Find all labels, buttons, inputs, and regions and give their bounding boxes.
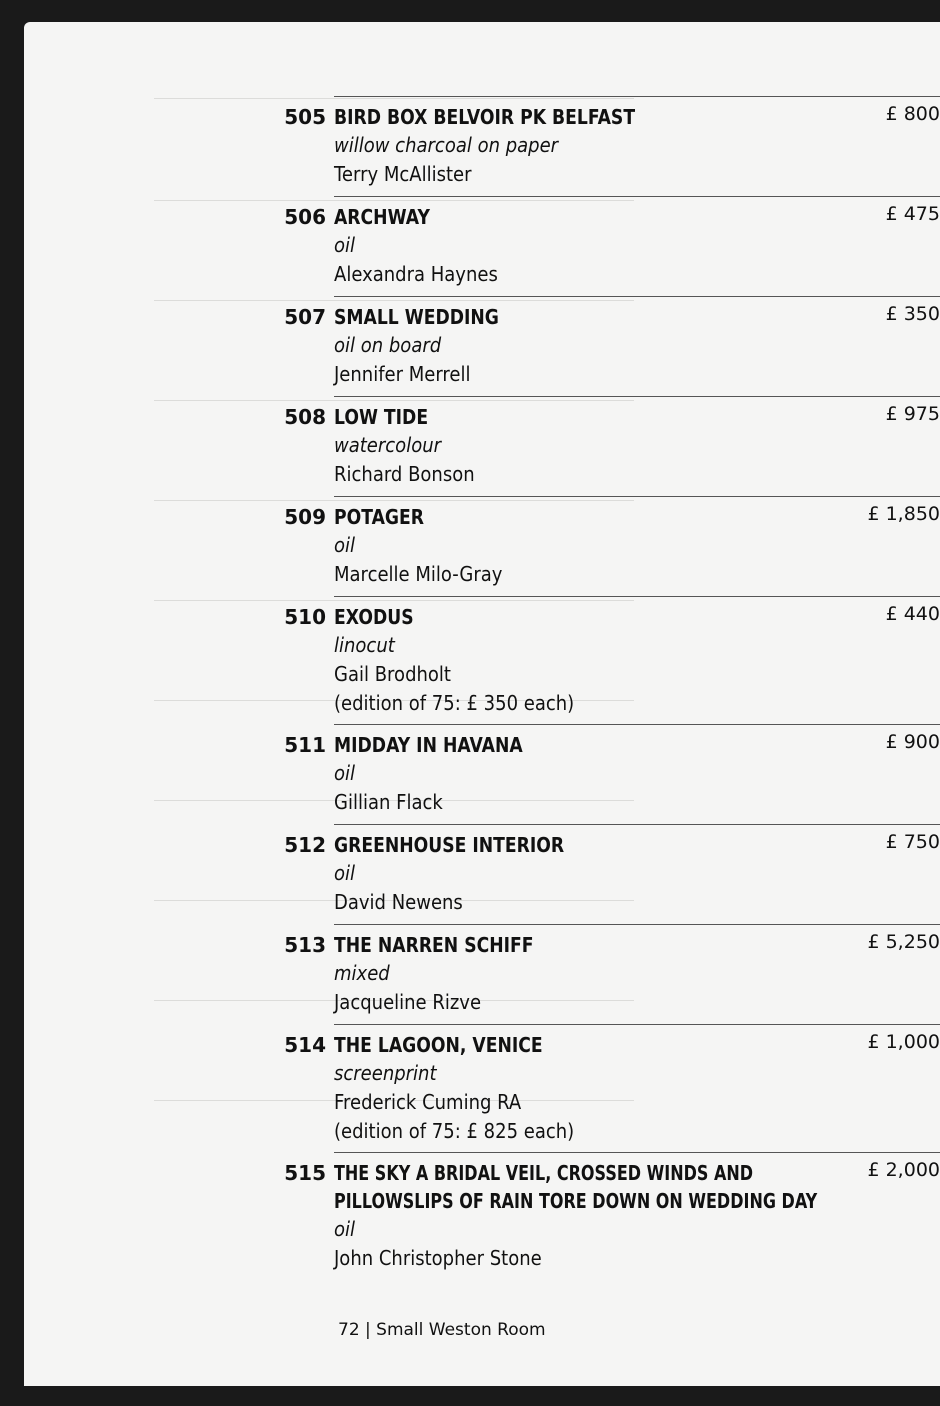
lot-price: £ 350 xyxy=(885,303,940,325)
lot-title: BIRD BOX BELVOIR PK BELFAST xyxy=(334,105,636,129)
lot-price: £ 440 xyxy=(885,603,940,625)
lot-entry xyxy=(284,824,940,925)
lot-artist: Frederick Cuming RA xyxy=(334,1090,522,1114)
lot-number: 508 xyxy=(284,405,326,429)
lot-artist: Jacqueline Rizve xyxy=(334,990,482,1014)
lot-number: 509 xyxy=(284,505,326,529)
lot-number: 506 xyxy=(284,205,326,229)
lot-title: THE SKY A BRIDAL VEIL, CROSSED WINDS AND xyxy=(334,1161,754,1185)
lot-price: £ 800 xyxy=(885,103,940,125)
lot-title: GREENHOUSE INTERIOR xyxy=(334,833,565,857)
lot-number: 505 xyxy=(284,105,326,129)
lot-price: £ 1,850 xyxy=(867,503,940,525)
lot-entry xyxy=(284,724,940,825)
lot-entry xyxy=(284,396,940,497)
lot-title-line2: PILLOWSLIPS OF RAIN TORE DOWN ON WEDDING DAY xyxy=(334,1189,818,1213)
lot-price: £ 1,000 xyxy=(867,1031,940,1053)
lot-price: £ 750 xyxy=(885,831,940,853)
lot-title: THE NARREN SCHIFF xyxy=(334,933,534,957)
lot-price: £ 2,000 xyxy=(867,1159,940,1181)
lot-entry xyxy=(284,596,940,725)
lot-title: POTAGER xyxy=(334,505,425,529)
lot-artist: Terry McAllister xyxy=(334,162,472,186)
lot-title: MIDDAY IN HAVANA xyxy=(334,733,523,757)
lot-entry xyxy=(284,296,940,397)
lot-entry xyxy=(284,1152,940,1283)
lot-number: 512 xyxy=(284,833,326,857)
catalogue-page xyxy=(24,22,940,1386)
lot-medium: oil xyxy=(334,233,356,257)
lot-number: 510 xyxy=(284,605,326,629)
lot-entry xyxy=(284,196,940,297)
lot-number: 507 xyxy=(284,305,326,329)
lot-entry xyxy=(284,96,940,197)
lot-medium: oil xyxy=(334,861,356,885)
lot-medium: oil on board xyxy=(334,333,442,357)
page-footer: 72 | Small Weston Room xyxy=(338,1320,546,1340)
lot-medium: oil xyxy=(334,533,356,557)
lot-artist: Gillian Flack xyxy=(334,790,443,814)
lot-artist: Gail Brodholt xyxy=(334,662,451,686)
lot-number: 513 xyxy=(284,933,326,957)
lot-entry xyxy=(284,496,940,597)
lot-entry xyxy=(284,924,940,1025)
lot-artist: Marcelle Milo-Gray xyxy=(334,562,503,586)
lot-medium: mixed xyxy=(334,961,390,985)
lot-price: £ 475 xyxy=(885,203,940,225)
lot-medium: screenprint xyxy=(334,1061,437,1085)
lot-price: £ 900 xyxy=(885,731,940,753)
lot-number: 511 xyxy=(284,733,326,757)
lot-title: THE LAGOON, VENICE xyxy=(334,1033,543,1057)
lot-price: £ 5,250 xyxy=(867,931,940,953)
lot-title: LOW TIDE xyxy=(334,405,429,429)
lot-artist: John Christopher Stone xyxy=(334,1246,542,1270)
lot-number: 514 xyxy=(284,1033,326,1057)
lot-medium: oil xyxy=(334,761,356,785)
lot-number: 515 xyxy=(284,1161,326,1185)
lot-title: SMALL WEDDING xyxy=(334,305,499,329)
lot-artist: Richard Bonson xyxy=(334,462,475,486)
lot-price: £ 975 xyxy=(885,403,940,425)
lot-medium: willow charcoal on paper xyxy=(334,133,559,157)
lot-artist: Alexandra Haynes xyxy=(334,262,498,286)
lot-artist: David Newens xyxy=(334,890,463,914)
lot-edition: (edition of 75: £ 350 each) xyxy=(334,691,575,715)
lot-medium: oil xyxy=(334,1217,356,1241)
lot-medium: linocut xyxy=(334,633,395,657)
lot-title: EXODUS xyxy=(334,605,414,629)
lot-medium: watercolour xyxy=(334,433,442,457)
lot-artist: Jennifer Merrell xyxy=(334,362,471,386)
lot-title: ARCHWAY xyxy=(334,205,430,229)
lot-edition: (edition of 75: £ 825 each) xyxy=(334,1119,575,1143)
lot-entry xyxy=(284,1024,940,1153)
